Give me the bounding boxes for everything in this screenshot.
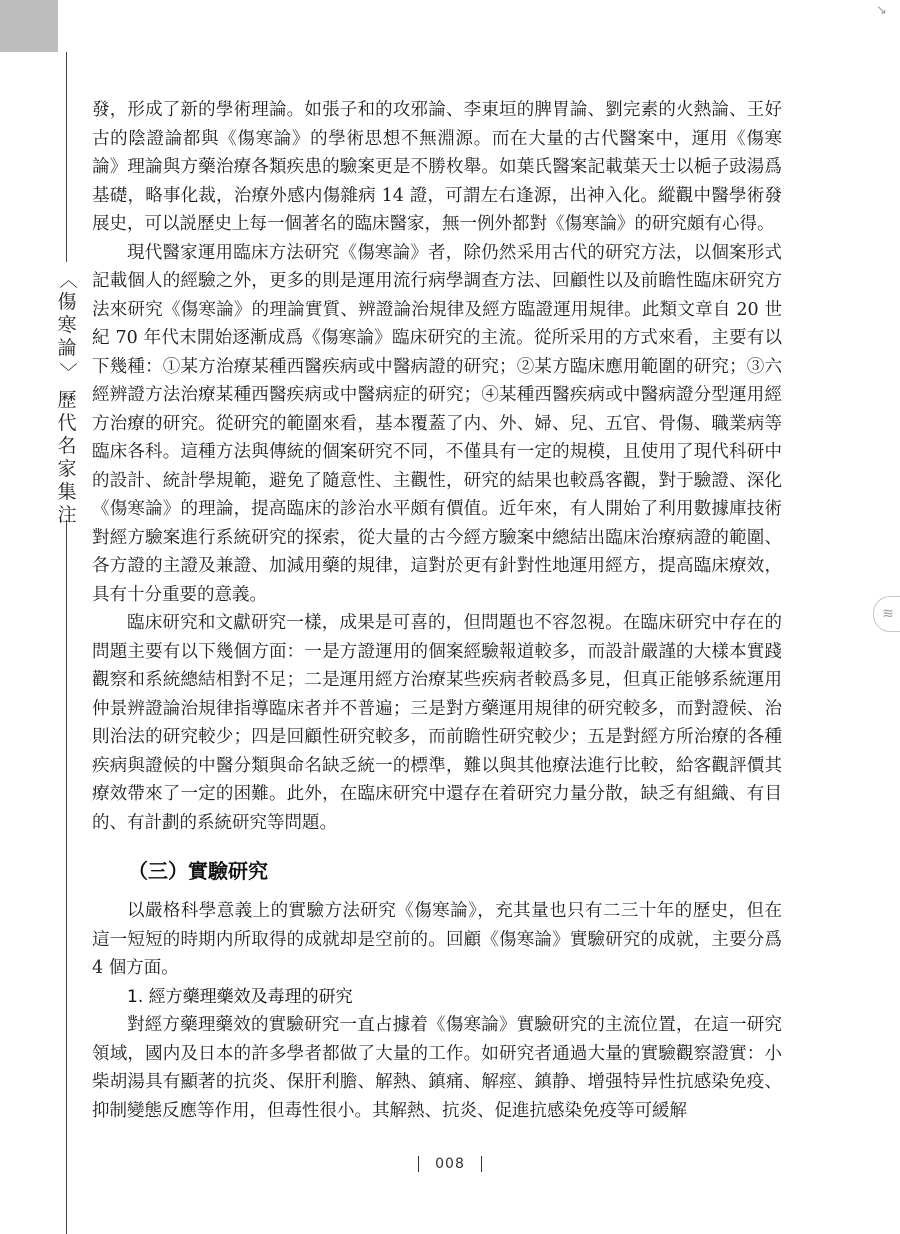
section-paragraph: 以嚴格科學意義上的實驗方法研究《傷寒論》，充其量也只有二三十年的歷史，但在這一短短的時期内所取得的成就却是空前的。回顧《傷寒論》實驗研究的成就，主要分爲 4 個方面。 [92, 901, 782, 978]
page-number: 008 [435, 1156, 465, 1172]
side-close-bracket: 〉 [56, 362, 78, 381]
side-rule-bottom [66, 520, 67, 1234]
side-book-char: 論 [57, 337, 77, 359]
footer-bar-left [418, 1156, 419, 1172]
side-tab-icon: ≋ [873, 596, 900, 632]
body-paragraph: 現代醫家運用臨床方法研究《傷寒論》者，除仍然采用古代的研究方法，以個案形式記載個人的經驗之外，更多的則是運用流行病學調查方法、回顧性以及前瞻性臨床研究方法來研究《傷寒論》的理論實質、辨證論治規律及經方臨證運用規律。此類文章自 20 世紀 70 年代末開始逐漸成爲《傷寒論》臨床研究的主流。從所采用的方式來看，主要有以下幾種：①某方治療某種西醫疾病或中醫病證的研究；②某方臨床應用範圍的研究；③六經辨證方法治療某種西醫疾病或中醫病症的研究；④某種西醫疾病或中醫病證分型運用經方治療的研究。從研究的範圍來看，基本覆蓋了内、外、婦、兒、五官、骨傷、職業病等臨床各科。這種方法與傳統的個案研究不同，不僅具有一定的規模，且使用了現代科研中的設計、統計學規範，避免了隨意性、主觀性，研究的結果也較爲客觀，對于驗證、深化《傷寒論》的理論，提高臨床的診治水平頗有價值。近年來，有人開始了利用數據庫技術對經方驗案進行系統研究的探索，從大量的古今經方驗案中總結出臨床治療病證的範圍、各方證的主證及兼證、加減用藥的規律，這對於更有針對性地運用經方，提高臨床療效，具有十分重要的意義。 [92, 242, 782, 605]
page-footer [0, 1156, 900, 1172]
side-series-char: 歷 [57, 389, 77, 411]
body-paragraph: 發，形成了新的學術理論。如張子和的攻邪論、李東垣的脾胃論、劉完素的火熱論、王好古的陰證論都與《傷寒論》的學術思想不無淵源。而在大量的古代醫案中，運用《傷寒論》理論與方藥治療各類疾患的驗案更是不勝枚舉。如葉氏醫案記載葉天士以梔子豉湯爲基礎，略事化裁，治療外感内傷雜病 14 證，可謂左右逢源，出神入化。縱觀中醫學術發展史，可以説歷史上每一個著名的臨床醫家，無一例外都對《傷寒論》的研究頗有心得。 [92, 100, 782, 234]
corner-arrow-icon: ↘ [876, 3, 887, 18]
sub-paragraph: 對經方藥理藥效的實驗研究一直占據着《傷寒論》實驗研究的主流位置，在這一研究領域，國内及日本的許多學者都做了大量的工作。如研究者通過大量的實驗觀察證實：小柴胡湯具有顯著的抗炎、保肝利膽、解熱、鎮痛、解痙、鎮静、增强特异性抗感染免疫、抑制變態反應等作用，但毒性很小。其解熱、抗炎、促進抗感染免疫等可緩解 [92, 1015, 782, 1121]
side-series-char: 代 [57, 412, 77, 434]
side-series-char: 集 [57, 481, 77, 503]
running-side-title [52, 268, 82, 527]
page-corner-tab [0, 0, 58, 52]
page-body [92, 96, 782, 1125]
side-book-char: 寒 [57, 314, 77, 336]
footer-bar-right [481, 1156, 482, 1172]
sub-heading: 1. 經方藥理藥效及毒理的研究 [127, 986, 353, 1007]
body-paragraph: 臨床研究和文獻研究一樣，成果是可喜的，但問題也不容忽視。在臨床研究中存在的問題主要有以下幾個方面：一是方證運用的個案經驗報道較多，而設計嚴謹的大樣本實踐觀察和系統總結相對不足；二是運用經方治療某些疾病者較爲多見，但真正能够系統運用仲景辨證論治規律指導臨床者并不普遍；三是對方藥運用規律的研究較多，而對證候、治則治法的研究較少；四是回顧性研究較多，而前瞻性研究較少；五是對經方所治療的各種疾病與證候的中醫分類與命名缺乏統一的標準，難以與其他療法進行比較，給客觀評價其療效帶來了一定的困難。此外，在臨床研究中還存在着研究力量分散，缺乏有組織、有目的、有計劃的系統研究等問題。 [92, 613, 782, 833]
side-series-char: 注 [57, 504, 77, 526]
side-open-bracket: 〈 [56, 270, 78, 289]
side-book-char: 傷 [57, 291, 77, 313]
side-series-char: 家 [57, 458, 77, 480]
side-series-char: 名 [57, 435, 77, 457]
section-heading: （三）實驗研究 [128, 859, 268, 883]
side-rule-top [66, 52, 67, 262]
